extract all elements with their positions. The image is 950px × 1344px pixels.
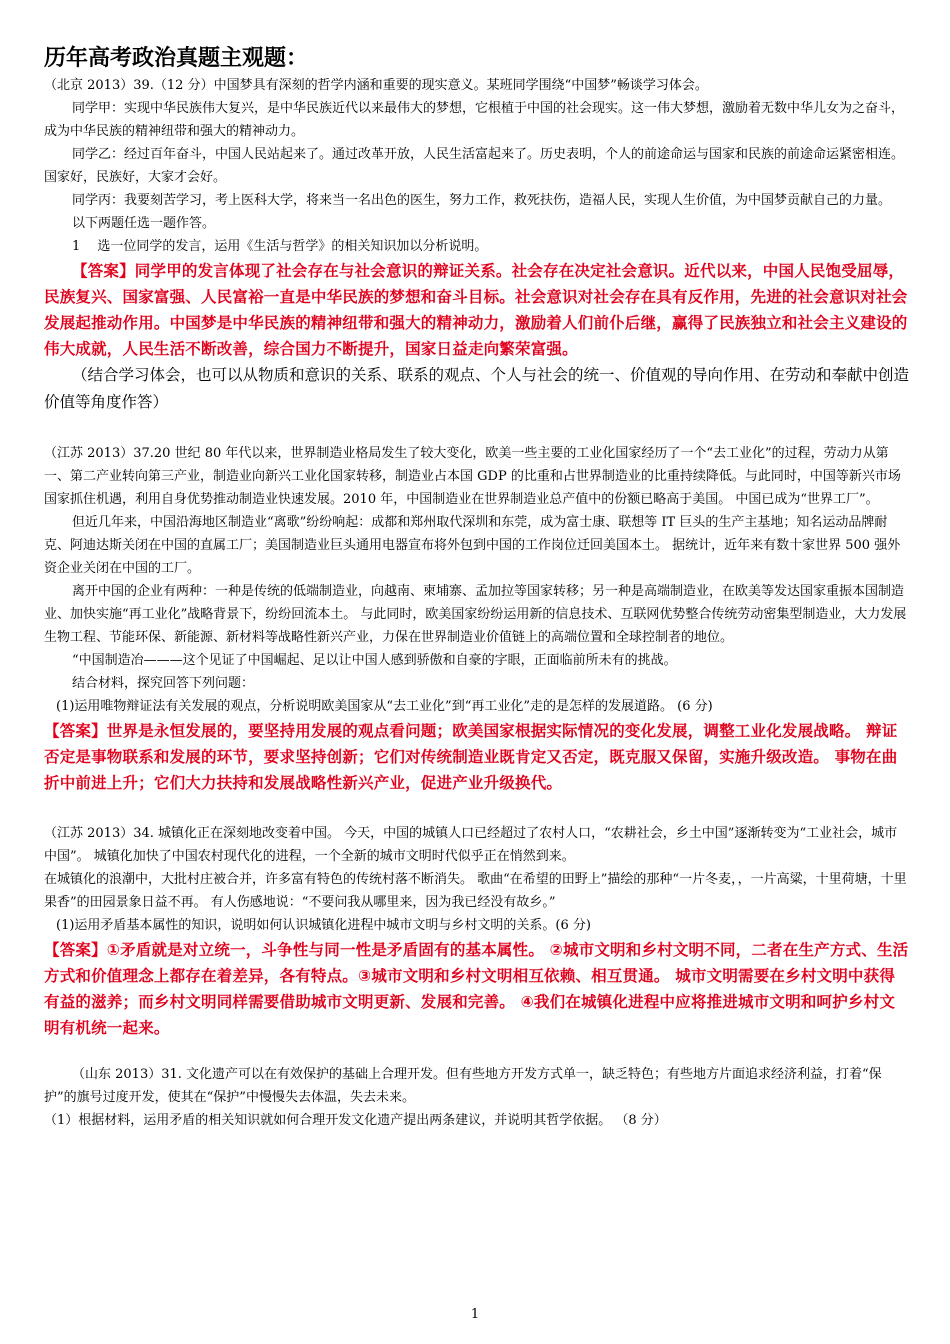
question-task: （1）根据材料，运用矛盾的相关知识就如何合理开发文化遗产提出两条建议，并说明其哲学依据。 （8 分） [44, 1113, 667, 1128]
material-paragraph: “中国制造冶———这个见证了中国崛起、足以让中国人感到骄傲和自豪的字眼，正面临前所未有的挑战。 [72, 653, 677, 668]
question-jiangsu-2013-34 [44, 822, 910, 1041]
question-task: (1)运用矛盾基本属性的知识，说明如何认识城镇化进程中城市文明与乡村文明的关系。(6 分) [56, 918, 591, 933]
question-jiangsu-2013-37 [44, 442, 910, 796]
page-title: 历年高考政治真题主观题： [44, 46, 309, 71]
student-b-statement: 同学乙：经过百年奋斗，中国人民站起来了。通过改革开放，人民生活富起来了。历史表明，个人的前途命运与国家和民族的前途命运紧密相连。国家好，民族好，大家才会好。 [44, 147, 905, 185]
spacer [44, 1041, 910, 1063]
question-beijing-2013 [44, 74, 910, 416]
question-task: 1 选一位同学的发言，运用《生活与哲学》的相关知识加以分析说明。 [72, 239, 488, 254]
student-a-statement: 同学甲：实现中华民族伟大复兴，是中华民族近代以来最伟大的梦想，它根植于中国的社会现实。这一伟大梦想，激励着无数中华儿女为之奋斗，成为中华民族的精神纽带和强大的精神动力。 [44, 101, 905, 139]
question-task: (1)运用唯物辩证法有关发展的观点，分析说明欧美国家从“去工业化”到“再工业化”走的是怎样的发展道路。 (6 分) [56, 699, 713, 714]
answer-text: 【答案】①矛盾就是对立统一，斗争性与同一性是矛盾固有的基本属性。 ②城市文明和乡村文明不同，二者在生产方式、生活方式和价值理念上都存在着差异，各有特点。③城市文明和乡村文明相互依赖、相互贯通。 城市文明需要在乡村文明中获得有益的滋养；而乡村文明同样需要借助城市文明更新、发展和完善。 ④我们在城镇化进程中应将推进城市文明和呵护乡村文明有机统一起来。 [44, 941, 909, 1037]
question-instruction: 结合材料，探究回答下列问题： [72, 676, 255, 691]
spacer [44, 416, 910, 442]
student-c-statement: 同学丙：我要刻苦学习，考上医科大学，将来当一名出色的医生，努力工作，救死扶伤，造福人民，实现人生价值，为中国梦贡献自己的力量。 [72, 193, 892, 208]
material-paragraph: （山东 2013）31. 文化遗产可以在有效保护的基础上合理开发。但有些地方开发方式单一，缺乏特色；有些地方片面追求经济利益，打着“保护”的旗号过度开发，使其在“保护”中慢慢失去体温，失去未来。 [44, 1067, 882, 1105]
question-shandong-2013-31 [44, 1063, 910, 1132]
material-paragraph: 离开中国的企业有两种：一种是传统的低端制造业，向越南、柬埔寨、孟加拉等国家转移；另一种是高端制造业，在欧美等发达国家重振本国制造业、加快实施“再工业化”战略背景下，纷纷回流本土。 与此同时，欧美国家纷纷运用新的信息技术、互联网优势整合传统劳动密集型制造业，大力发展生物工程、节能环保、新能源、新材料等战略性新兴产业，力保在世界制造业价值链上的高端位置和全球控制者的地位。 [44, 584, 907, 645]
page-number: 1 [470, 1307, 480, 1322]
answer-note: （结合学习体会，也可以从物质和意识的关系、联系的观点、个人与社会的统一、价值观的导向作用、在劳动和奉献中创造价值等角度作答） [44, 366, 910, 411]
material-paragraph: （江苏 2013）34. 城镇化正在深刻地改变着中国。 今天，中国的城镇人口已经超过了农村人口，“农耕社会，乡土中国”逐渐转变为“工业社会，城市中国”。 城镇化加快了中国农村现代化的进程，一个全新的城市文明时代似乎正在悄然到来。 [44, 826, 898, 864]
material-paragraph: 在城镇化的浪潮中，大批村庄被合并，许多富有特色的传统村落不断消失。 歌曲“在希望的田野上”描绘的那种“一片冬麦，，一片高粱，十里荷塘，十里果香”的田园景象日益不再。 有人伤感地说：“不要问我从哪里来，因为我已经没有故乡。” [44, 872, 907, 910]
question-stem: （北京 2013）39.（12 分）中国梦具有深刻的哲学内涵和重要的现实意义。某班同学围绕“中国梦”畅谈学习体会。 [44, 78, 708, 93]
answer-text: 【答案】世界是永恒发展的，要坚持用发展的观点看问题；欧美国家根据实际情况的变化发展，调整工业化发展战略。 辩证否定是事物联系和发展的环节，要求坚持创新；它们对传统制造业既肯定又否定，既克服又保留，实施升级改造。 事物在曲折中前进上升；它们大力扶持和发展战略性新兴产业，促进产业升级换代。 [44, 722, 898, 792]
choose-instruction: 以下两题任选一题作答。 [72, 216, 216, 231]
document-page [44, 44, 910, 1132]
material-paragraph: （江苏 2013）37.20 世纪 80 年代以来，世界制造业格局发生了较大变化，欧美一些主要的工业化国家经历了一个“去工业化”的过程，劳动力从第一、第二产业转向第三产业，制造业向新兴工业化国家转移，制造业占本国 GDP 的比重和占世界制造业的比重持续降低。与此同时，中国等新兴市场国家抓住机遇，利用自身优势推动制造业快速发展。2010 年，中国制造业在世界制造业总产值中的份额已略高于美国。 中国已成为“世界工厂”。 [44, 446, 901, 507]
answer-text: 【答案】同学甲的发言体现了社会存在与社会意识的辩证关系。社会存在决定社会意识。近代以来，中国人民饱受屈辱，民族复兴、国家富强、人民富裕一直是中华民族的梦想和奋斗目标。社会意识对社会存在具有反作用，先进的社会意识对社会发展起推动作用。中国梦是中华民族的精神纽带和强大的精神动力，激励着人们前仆后继，赢得了民族独立和社会主义建设的伟大成就，人民生活不断改善，综合国力不断提升，国家日益走向繁荣富强。 [44, 262, 908, 358]
spacer [44, 796, 910, 822]
material-paragraph: 但近几年来，中国沿海地区制造业“离歌”纷纷响起：成都和郑州取代深圳和东莞，成为富士康、联想等 IT 巨头的生产主基地；知名运动品牌耐克、阿迪达斯关闭在中国的直属工厂；美国制造业巨头通用电器宣布将外包到中国的工作岗位迁回美国本土。 据统计，近年来有数十家世界 500 强外资企业关闭在中国的工厂。 [44, 515, 901, 576]
